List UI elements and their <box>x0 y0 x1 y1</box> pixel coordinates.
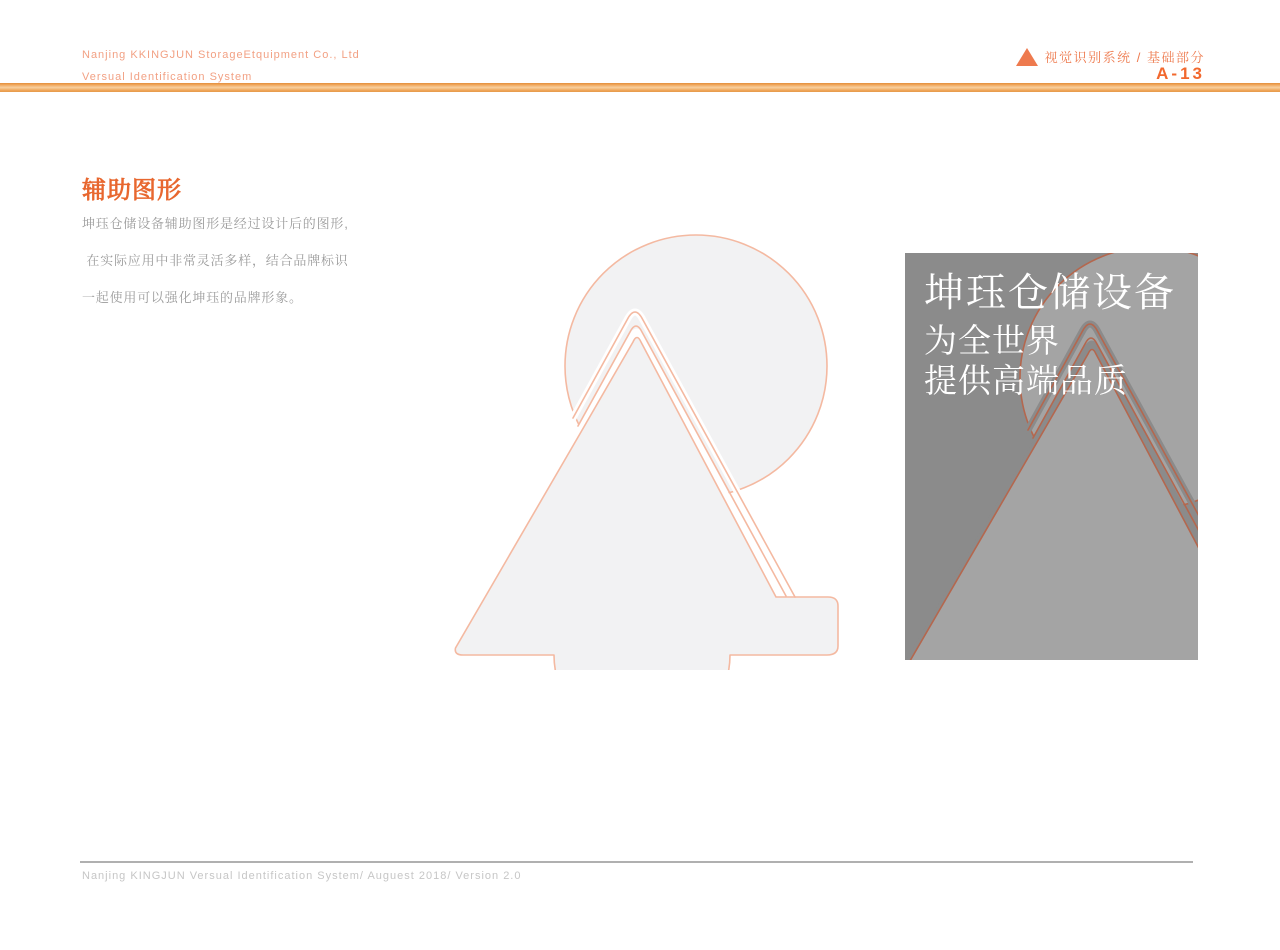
footer-divider <box>80 861 1193 863</box>
card-brand-name: 坤珏仓储设备 <box>924 271 1176 315</box>
company-header <box>82 44 360 88</box>
paragraph-line: 一起使用可以强化坤珏的品牌形象。 <box>82 290 303 305</box>
company-subtitle: Versual Identification System <box>82 71 253 83</box>
company-name: Nanjing KKINGJUN StorageEtquipment Co., Ltd <box>82 49 360 61</box>
card-slogan-line1: 为全世界 <box>924 322 1060 359</box>
page-title: 辅助图形 <box>82 177 182 204</box>
card-slogan-line2: 提供高端品质 <box>924 362 1128 399</box>
header-divider-bar <box>0 83 1280 92</box>
page-code: A-13 <box>1156 64 1205 83</box>
footer-caption: Nanjing KINGJUN Versual Identification System/ Auguest 2018/ Version 2.0 <box>82 870 522 882</box>
paragraph-line: 坤珏仓储设备辅助图形是经过设计后的图形, <box>82 216 349 231</box>
paragraph-line: 在实际应用中非常灵活多样，结合品牌标识 <box>82 253 349 268</box>
description-paragraph <box>82 205 349 316</box>
brand-application-card <box>905 253 1198 660</box>
section-label: 视觉识别系统 / 基础部分 <box>1044 50 1205 65</box>
triangle-logo-icon <box>1016 48 1038 66</box>
auxiliary-graphic-logo <box>430 228 860 670</box>
